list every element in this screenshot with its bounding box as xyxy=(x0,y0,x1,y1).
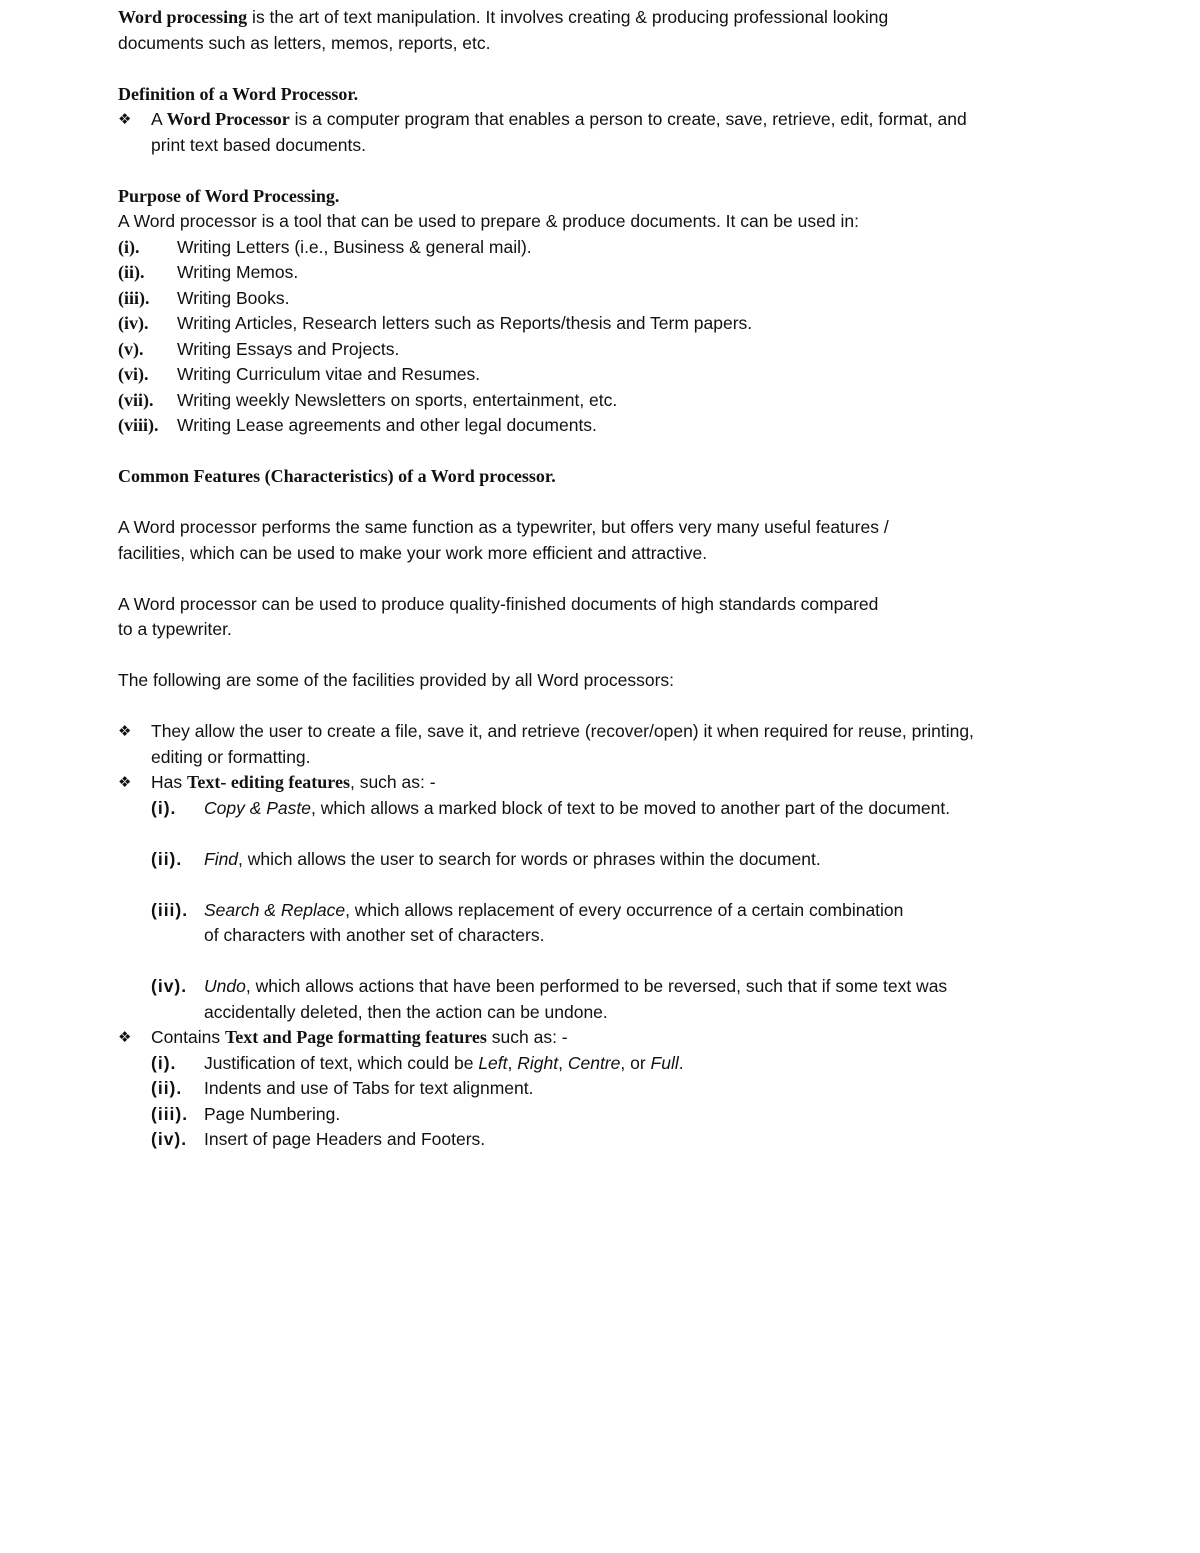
item-text: , xyxy=(507,1052,518,1073)
item-text: Page Numbering. xyxy=(204,1103,341,1124)
item-label: (vi). xyxy=(118,364,149,384)
item-term: Copy & Paste xyxy=(204,797,311,818)
spacer xyxy=(118,566,978,592)
intro-text: is the art of text manipulation. It involves creating & producing professional looking documents such as letters, memos, reports, etc. xyxy=(118,7,889,53)
item-label: (iii). xyxy=(151,899,189,920)
item-label: (i). xyxy=(118,236,140,257)
purpose-item xyxy=(118,362,978,388)
diamond-bullet-icon: ❖ xyxy=(118,774,132,791)
editing-item xyxy=(118,974,978,1025)
item-label: (iii). xyxy=(118,287,150,308)
item-text: Insert of page Headers and Footers. xyxy=(204,1129,486,1149)
item-label: (v). xyxy=(118,338,144,359)
editing-item xyxy=(118,796,978,822)
intro-term: Word processing xyxy=(118,7,248,27)
spacer xyxy=(118,490,978,516)
item-text: Writing Letters (i.e., Business & general mail). xyxy=(177,236,532,257)
purpose-item xyxy=(118,413,978,439)
editing-item xyxy=(118,898,904,949)
item-label: (ii). xyxy=(151,848,183,869)
item-term: Undo xyxy=(204,976,246,996)
facility-bold: Text and Page formatting features xyxy=(224,1027,487,1047)
diamond-bullet-icon: ❖ xyxy=(118,1029,132,1046)
item-text: Writing weekly Newsletters on sports, entertainment, etc. xyxy=(177,389,618,410)
purpose-item xyxy=(118,286,978,312)
features-paragraph-1: A Word processor performs the same function as a typewriter, but offers very many useful features / facilities, which can be used to make your work more efficient and attractive. xyxy=(118,517,889,563)
item-text: , which allows actions that have been performed to be reversed, such that if some text was accidentally deleted, then the action can be undone. xyxy=(204,976,948,1022)
item-term: Right xyxy=(517,1052,559,1073)
facility-pre: Contains xyxy=(151,1027,225,1047)
facility-bullet xyxy=(118,770,978,796)
item-text: , or xyxy=(620,1052,651,1073)
definition-pre: A xyxy=(151,109,167,129)
item-term: Search & Replace xyxy=(204,899,346,920)
item-text: , which allows replacement of every occurrence of a certain combination of characters with another set of characters. xyxy=(204,899,904,945)
formatting-item xyxy=(118,1127,978,1153)
features-paragraph-3: The following are some of the facilities provided by all Word processors: xyxy=(118,670,675,690)
purpose-item xyxy=(118,260,978,286)
item-text: Justification of text, which could be xyxy=(204,1052,479,1073)
item-text: , which allows the user to search for words or phrases within the document. xyxy=(238,848,821,869)
item-label: (i). xyxy=(151,797,177,818)
item-label: (ii). xyxy=(118,262,145,282)
intro-paragraph xyxy=(118,5,978,56)
item-term: Find xyxy=(204,848,239,869)
spacer xyxy=(118,821,978,847)
spacer xyxy=(118,949,978,975)
item-label: (i). xyxy=(151,1052,177,1073)
spacer xyxy=(118,643,978,669)
item-text: . xyxy=(678,1052,684,1073)
item-label: (vii). xyxy=(118,389,154,410)
item-text: Writing Lease agreements and other legal documents. xyxy=(177,415,597,435)
formatting-item xyxy=(118,1076,978,1102)
editing-item xyxy=(118,847,978,873)
item-label: (iv). xyxy=(151,976,188,996)
item-text: Writing Essays and Projects. xyxy=(177,338,400,359)
diamond-bullet-icon: ❖ xyxy=(118,111,132,128)
item-text: Writing Memos. xyxy=(177,262,299,282)
definition-bullet xyxy=(118,107,978,158)
item-text: , xyxy=(558,1052,568,1073)
purpose-item xyxy=(118,337,978,363)
item-term: Left xyxy=(478,1052,508,1073)
item-text: , which allows a marked block of text to be moved to another part of the document. xyxy=(311,797,951,818)
purpose-heading: Purpose of Word Processing. xyxy=(118,185,340,206)
item-label: (viii). xyxy=(118,415,159,435)
facility-bold: Text- editing features xyxy=(186,772,350,792)
features-paragraph-2: A Word processor can be used to produce quality-finished documents of high standards compared to a typewriter. xyxy=(118,593,879,639)
facility-pre: Has xyxy=(151,772,187,792)
purpose-item xyxy=(118,388,978,414)
diamond-bullet-icon: ❖ xyxy=(118,723,132,740)
item-text: Indents and use of Tabs for text alignment. xyxy=(204,1078,534,1098)
item-term: Full xyxy=(650,1052,679,1073)
spacer xyxy=(118,158,978,184)
item-label: (ii). xyxy=(151,1078,183,1098)
features-heading: Common Features (Characteristics) of a Word processor. xyxy=(118,466,556,486)
formatting-item xyxy=(118,1102,978,1128)
facility-post: such as: - xyxy=(486,1027,568,1047)
purpose-lead: A Word processor is a tool that can be used to prepare & produce documents. It can be used in: xyxy=(118,211,859,231)
spacer xyxy=(118,694,978,720)
definition-text: is a computer program that enables a person to create, save, retrieve, edit, format, and print text based documents. xyxy=(151,109,967,155)
definition-term: Word Processor xyxy=(166,109,290,129)
item-text: Writing Curriculum vitae and Resumes. xyxy=(177,364,481,384)
item-term: Centre xyxy=(567,1052,621,1073)
facility-bullet xyxy=(118,719,978,770)
facility-post: , such as: - xyxy=(349,772,436,792)
definition-heading: Definition of a Word Processor. xyxy=(118,83,359,104)
spacer xyxy=(118,56,978,82)
spacer xyxy=(118,439,978,465)
item-label: (iv). xyxy=(118,313,149,333)
item-text: Writing Books. xyxy=(177,287,290,308)
facility-text: They allow the user to create a file, save it, and retrieve (recover/open) it when required for reuse, printing, editing or formatting. xyxy=(151,721,974,767)
purpose-item xyxy=(118,235,978,261)
facility-bullet xyxy=(118,1025,978,1051)
formatting-item xyxy=(118,1051,978,1077)
item-label: (iv). xyxy=(151,1129,188,1149)
item-text: Writing Articles, Research letters such as Reports/thesis and Term papers. xyxy=(177,313,753,333)
item-label: (iii). xyxy=(151,1103,189,1124)
spacer xyxy=(118,872,978,898)
document-page xyxy=(118,5,978,1153)
purpose-item xyxy=(118,311,978,337)
